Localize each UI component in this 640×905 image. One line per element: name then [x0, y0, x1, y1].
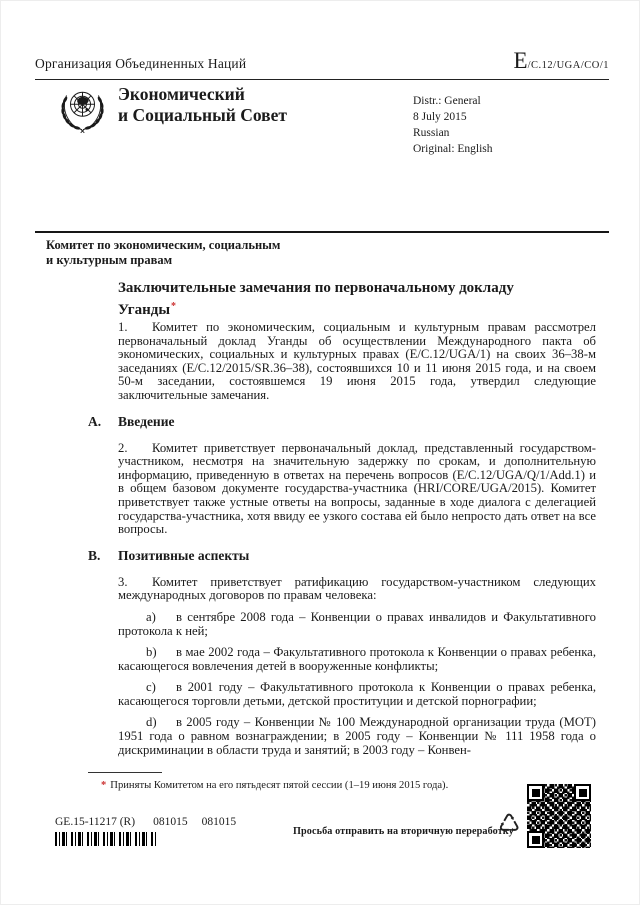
- qr-finder-icon: [574, 784, 591, 801]
- distr-date: 8 July 2015: [413, 111, 467, 123]
- council-name: [118, 84, 287, 126]
- document-body: [88, 320, 596, 765]
- paragraph-3: [118, 576, 596, 603]
- paragraph-number: 3.: [118, 574, 128, 589]
- section-title: Позитивные аспекты: [118, 547, 250, 563]
- committee-name-line1: Комитет по экономическим, социальным: [46, 238, 281, 252]
- section-title: Введение: [118, 413, 175, 429]
- header-divider: [35, 79, 609, 80]
- qr-finder-icon: [527, 784, 544, 801]
- distr-language: Russian: [413, 127, 450, 139]
- list-item-text: в мае 2002 года – Факультативного протокола к Конвенции о правах ребенка, касающегося вовлечения детей в вооруженные конфликты;: [118, 645, 596, 673]
- title-footnote-marker: *: [171, 300, 177, 312]
- paragraph-text: Комитет по экономическим, социальным и культурным правам рассмотрел первоначальный доклад Уганды об осуществлении Международного пакта об экономических, социальных и культурных правах (E/C.12/UGA/1) на своих 36–38-м заседаниях (E/C.12/2015/SR.36–38), состоявшихся 10 и 11 июня 2015 года, и на своем 50-м заседании, состоявшемся 19 июня 2015 года, утвердил следующие заключительные замечания.: [118, 320, 596, 402]
- list-item-b: [118, 646, 596, 673]
- document-title: [118, 279, 588, 319]
- ge-number: GE.15-11217 (R): [55, 816, 136, 828]
- list-item-text: в 2001 году – Факультативного протокола к Конвенции о правах ребенка, касающегося торговли детьми, детской проституции и детской порнографии;: [118, 680, 596, 708]
- section-heading-b: [88, 547, 596, 564]
- qr-code: [527, 784, 591, 848]
- footnote: [101, 779, 541, 792]
- list-item-letter: b): [146, 645, 157, 660]
- print-code-2: 081015: [201, 816, 237, 828]
- qr-finder-icon: [527, 831, 544, 848]
- list-item-letter: a): [146, 609, 156, 624]
- print-code-1: 081015: [153, 816, 188, 828]
- list-item-text: в 2005 году – Конвенции № 100 Международной организации труда (МОТ) 1951 года о равном вознаграждении; в 2005 году – Конвенции № 111 1958 года о дискриминации в области труда и занятий; в 2003 году – Конвен-: [118, 715, 596, 757]
- section-divider: [35, 231, 609, 233]
- document-symbol-suffix: /C.12/UGA/CO/1: [527, 60, 609, 71]
- list-item-letter: c): [146, 680, 156, 695]
- committee-name: [46, 238, 280, 267]
- list-item-a: [118, 611, 596, 638]
- committee-name-line2: и культурным правам: [46, 252, 173, 267]
- document-symbol-prefix: E: [513, 48, 528, 73]
- section-heading-a: [88, 413, 596, 430]
- document-id-line: [55, 816, 236, 828]
- list-item-c: [118, 681, 596, 708]
- council-name-line2: и Социальный Совет: [118, 105, 287, 125]
- recycle-note: Просьба отправить на вторичную переработку: [293, 826, 514, 837]
- section-letter: B.: [88, 547, 101, 563]
- list-item-text: в сентябре 2008 года – Конвенции о правах инвалидов и Факультативного протокола к ней;: [118, 609, 596, 638]
- paragraph-1: [118, 321, 596, 403]
- un-org-name: Организация Объединенных Наций: [35, 56, 247, 71]
- distr-type: Distr.: General: [413, 95, 481, 107]
- recycle-icon: ♺: [498, 809, 521, 838]
- document-title-line2: Уганды*: [118, 300, 177, 318]
- barcode: [55, 832, 157, 846]
- list-item-d: [118, 716, 596, 757]
- paragraph-text: Комитет приветствует первоначальный доклад, представленный государством-участником, несмотря на значительную задержку по срокам, и дополнительную информацию, приведенную в ответах на перечень вопросов (E/C.12/UGA/Q/1/Add.1) и в общем базовом документе государства-участника (HRI/CORE/UGA/2015). Комитет приветствует также устные ответы на вопросы, заданные в ходе диалога с делегацией государства-участника, хотя ввиду ее узкого состава ей было непросто дать ответ на все вопросы.: [118, 440, 596, 537]
- document-symbol: [514, 49, 609, 73]
- section-letter: A.: [88, 413, 102, 429]
- council-name-line1: Экономический: [118, 84, 245, 104]
- distr-original: Original: English: [413, 143, 493, 155]
- list-item-letter: d): [146, 715, 157, 730]
- paragraph-2: [118, 442, 596, 537]
- document-title-line1: Заключительные замечания по первоначальному докладу: [118, 280, 514, 296]
- un-emblem-icon: [54, 82, 111, 139]
- footnote-text: Приняты Комитетом на его пятьдесят пятой сессии (1–19 июня 2015 года).: [110, 780, 449, 791]
- paragraph-text: Комитет приветствует ратификацию государством-участником следующих международных договоров по правам человека:: [118, 574, 596, 603]
- footnote-divider: [88, 772, 162, 773]
- footnote-marker: *: [101, 780, 107, 791]
- paragraph-number: 2.: [118, 440, 128, 455]
- paragraph-number: 1.: [118, 320, 128, 334]
- distribution-block: [413, 93, 493, 157]
